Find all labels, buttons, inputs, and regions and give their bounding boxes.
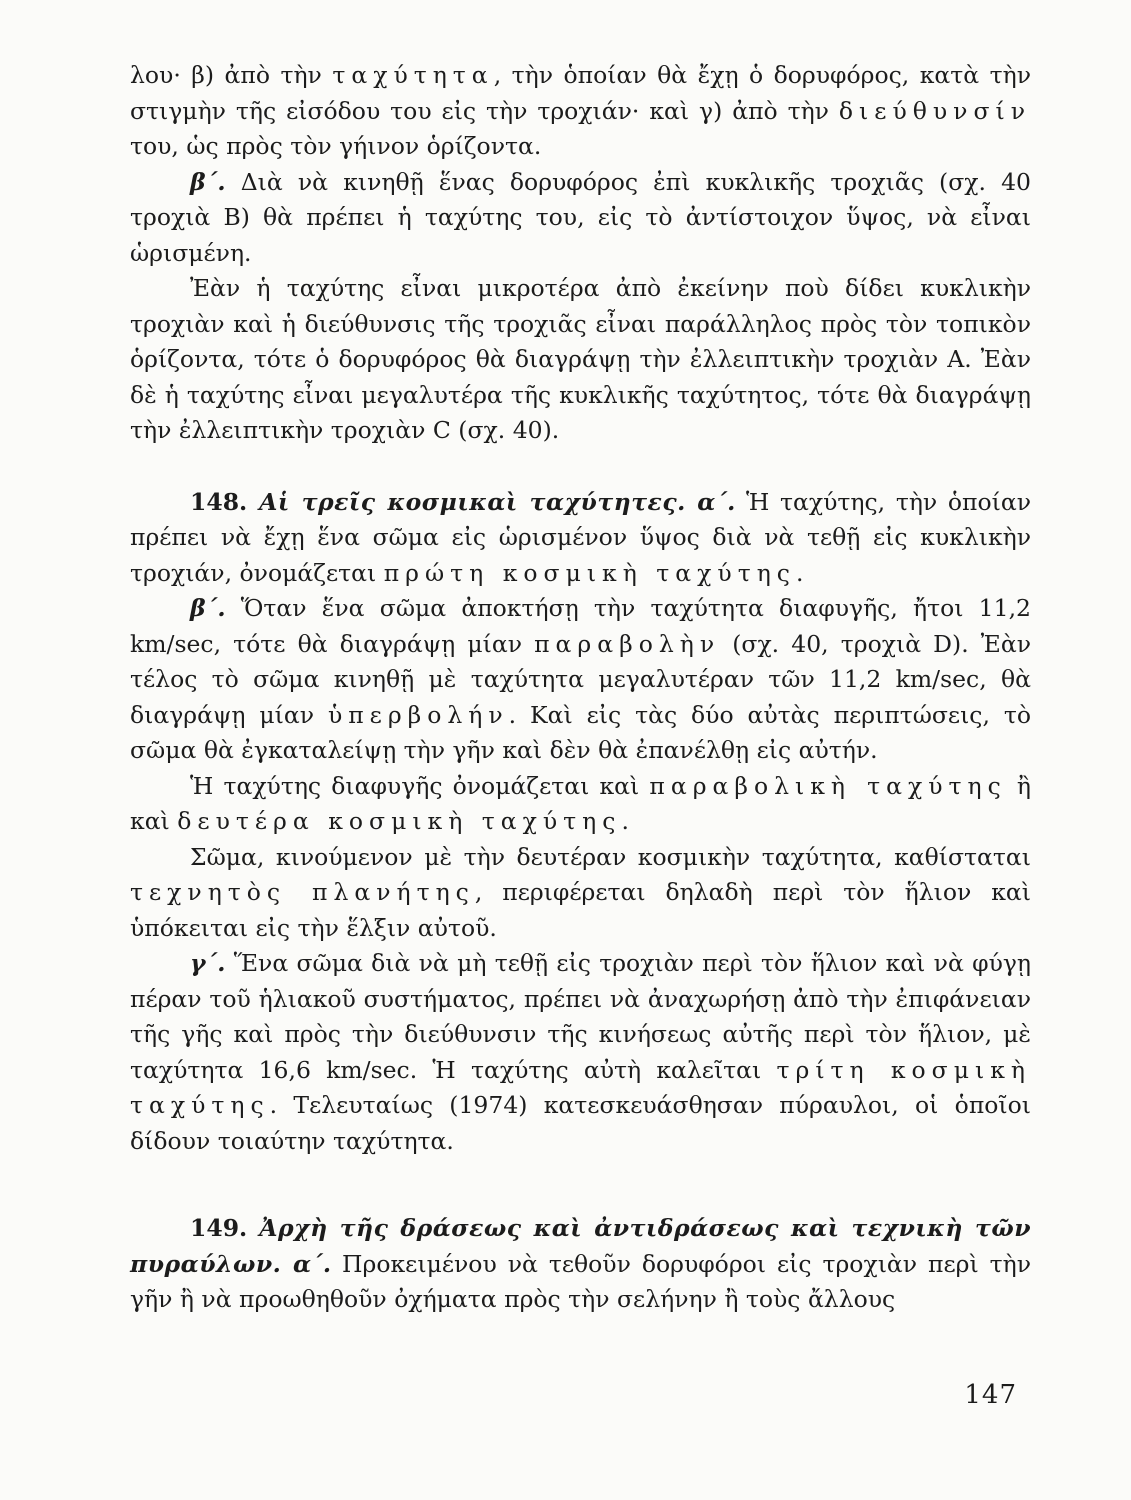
text-run: Ὅταν ἕνα σῶμα ἀποκτήσῃ τὴν ταχύτητα διαφυγῆς, ἤτοι 11,2 km/sec, τότε θὰ διαγράψῃ μίαν bbox=[130, 594, 1031, 658]
item-label: β΄. bbox=[190, 594, 226, 622]
section-149 bbox=[130, 1211, 1031, 1318]
spaced-term: τρίτη κοσμικὴ ταχύτης bbox=[130, 1055, 1031, 1119]
text-run: ἢ καὶ bbox=[130, 771, 1031, 835]
spaced-term: τεχνητὸς πλανήτης bbox=[130, 878, 475, 906]
text-run: (σχ. 40, τροχιὰ D). Ἐὰν τέλος τὸ σῶμα κινηθῇ μὲ ταχύτητα μεγαλυτέραν τῶν 11,2 km/sec, θὰ διαγράψῃ μίαν bbox=[130, 629, 1031, 729]
text-run: του, ὡς πρὸς τὸν γήινον ὁρίζοντα. bbox=[130, 132, 542, 160]
spaced-term: διεύθυνσίν bbox=[838, 96, 1031, 125]
text-run: . Καὶ εἰς τὰς δύο αὐτὰς περιπτώσεις, τὸ σῶμα θὰ ἐγκαταλείψῃ τὴν γῆν καὶ δὲν θὰ ἐπανέλθῃ εἰς αὐτήν. bbox=[130, 700, 1032, 764]
text-run: . bbox=[795, 558, 804, 587]
item-label: β΄. bbox=[190, 167, 226, 196]
spaced-term: παραβολικὴ ταχύτης bbox=[649, 771, 1007, 800]
paragraph-circular-orbit bbox=[130, 165, 1031, 272]
text-run: Ἕνα σῶμα διὰ νὰ μὴ τεθῇ εἰς τροχιὰν περὶ τὸν ἥλιον καὶ νὰ φύγῃ πέραν τοῦ ἡλιακοῦ συστήματος, πρέπει νὰ ἀναχωρήσῃ ἀπὸ τὴν ἐπιφάνειαν τῆς γῆς καὶ πρὸς τὴν διεύθυνσιν τῆς κινήσεως αὐτῆς περὶ τὸν ἥλιον, μὲ ταχύτητα 16,6 km/sec. Ἡ ταχύτης αὐτὴ καλεῖται bbox=[130, 949, 1031, 1084]
text-run: Ἡ ταχύτης διαφυγῆς ὀνομάζεται καὶ bbox=[190, 771, 650, 800]
spaced-term: πρώτη κοσμικὴ ταχύτης bbox=[383, 558, 796, 587]
section-148 bbox=[130, 485, 1031, 592]
paragraph-continuation bbox=[130, 58, 1031, 165]
text-run: . Τελευταίως (1974) κατεσκευάσθησαν πύραυλοι, οἱ ὁποῖοι δίδουν τοιαύτην ταχύτητα. bbox=[130, 1091, 1031, 1155]
paragraph-elliptic-orbit bbox=[130, 271, 1031, 449]
section-number: 149. bbox=[190, 1214, 248, 1242]
section-title: Ἀρχὴ τῆς δράσεως καὶ ἀντιδράσεως καὶ τεχνικὴ τῶν πυραύλων. bbox=[130, 1214, 1031, 1278]
text-run: Προκειμένου νὰ τεθοῦν δορυφόροι εἰς τροχιὰν περὶ τὴν γῆν ἢ νὰ προωθηθοῦν ὀχήματα πρὸς τὴν σελήνην ἢ τοὺς ἄλλους bbox=[130, 1249, 1031, 1313]
item-label: γ΄. bbox=[190, 949, 226, 977]
text-run: . bbox=[621, 807, 629, 835]
spaced-term: ὑπερβολήν bbox=[327, 700, 509, 729]
text-run: Ἐὰν ἡ ταχύτης εἶναι μικροτέρα ἀπὸ ἐκείνην ποὺ δίδει κυκλικὴν τροχιὰν καὶ ἡ διεύθυνσις τῆς τροχιᾶς εἶναι παράλληλος πρὸς τὸν τοπικὸν ὁρίζοντα, τότε ὁ δορυφόρος θὰ διαγράψῃ τὴν ἐλλειπτικὴν τροχιὰν Α. Ἐὰν δὲ ἡ ταχύτης εἶναι μεγαλυτέρα τῆς κυκλικῆς ταχύτητος, τότε θὰ διαγράψῃ τὴν ἐλλειπτικὴν τροχιὰν C (σχ. 40). bbox=[130, 274, 1031, 444]
spaced-term: παραβολὴν bbox=[534, 629, 721, 658]
text-run: , περιφέρεται δηλαδὴ περὶ τὸν ἥλιον καὶ ὑπόκειται εἰς τὴν ἕλξιν αὐτοῦ. bbox=[130, 878, 1031, 942]
page-number: 147 bbox=[964, 1380, 1017, 1410]
paragraph-third-cosmic-velocity bbox=[130, 946, 1031, 1159]
text-run: Σῶμα, κινούμενον μὲ τὴν δευτέραν κοσμικὴν ταχύτητα, καθίσταται bbox=[190, 842, 1031, 871]
spaced-term: δευτέρα κοσμικὴ ταχύτης bbox=[177, 807, 622, 835]
paragraph-escape-velocity bbox=[130, 591, 1031, 769]
item-label: α΄. bbox=[281, 1249, 332, 1278]
text-run: Ἡ ταχύτης, τὴν ὁποίαν πρέπει νὰ ἔχῃ ἕνα σῶμα εἰς ὡρισμένον ὕψος διὰ νὰ τεθῇ εἰς κυκλικὴν τροχιάν, ὀνομάζεται bbox=[130, 487, 1032, 587]
spaced-term: ταχύτητα bbox=[332, 61, 494, 89]
item-label: α΄. bbox=[685, 487, 736, 516]
text-run: λου· β) ἀπὸ τὴν bbox=[130, 61, 333, 89]
section-title: Αἱ τρεῖς κοσμικαὶ ταχύτητες. bbox=[247, 487, 686, 516]
paragraph-parabolic-velocity bbox=[130, 769, 1031, 840]
paragraph-artificial-planet bbox=[130, 840, 1031, 947]
section-number: 148. bbox=[190, 487, 248, 516]
text-run: , τὴν ὁποίαν θὰ ἔχῃ ὁ δορυφόρος, κατὰ τὴν στιγμὴν τῆς εἰσόδου του εἰς τὴν τροχιάν· καὶ γ) ἀπὸ τὴν bbox=[130, 61, 1031, 125]
text-run: Διὰ νὰ κινηθῇ ἕνας δορυφόρος ἐπὶ κυκλικῆς τροχιᾶς (σχ. 40 τροχιὰ Β) θὰ πρέπει ἡ ταχύτης του, εἰς τὸ ἀντίστοιχον ὕψος, νὰ εἶναι ὡρισμένη. bbox=[130, 167, 1031, 267]
